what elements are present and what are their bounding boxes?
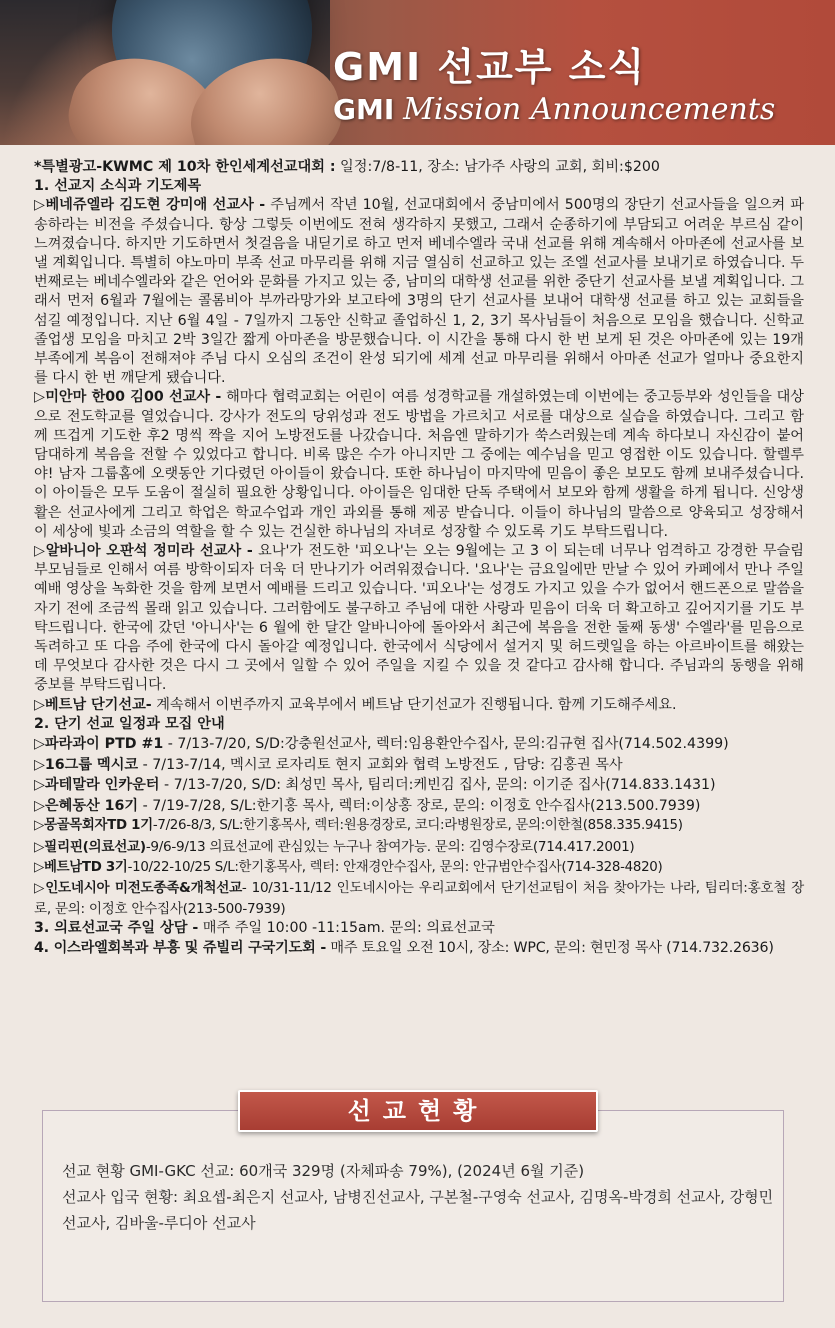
title-english [333, 92, 775, 127]
schedule-item-body: - 7/19-7/28, S/L:한기홍 목사, 렉터:이상홍 장로, 문의: 이정호 안수집사(213.500.7939) [138, 797, 701, 814]
status-line2: 선교사 입국 현황: 최요셉-최은지 선교사, 남병진선교사, 구본철-구영숙 선교사, 김명옥-박경희 선교사, 강형민 선교사, 김바울-루디아 선교사 [62, 1188, 774, 1232]
schedule-item-body: - 10/31-11/12 인도네시아는 우리교회에서 단기선교팀이 처음 찾아가는 나라, 팀리더:홍호철 장로, 문의: 이정호 안수집사(213-500-7939) [34, 880, 804, 917]
schedule-item [34, 837, 804, 858]
section3-medical [34, 919, 804, 938]
report-lead: ▷베트남 단기선교- [34, 696, 152, 713]
report-body: 해마다 협력교회는 어린이 여름 성경학교를 개설하였는데 이번에는 중고등부와 성인들을 대상으로 전도학교를 열었습니다. 강사가 전도의 당위성과 전도 방법을 가르치고 서로를 대상으로 실습을 하였습니다. 그리고 함께 뜨겁게 기도한 후2 명씩 짝을 지어 노방전도를 나갔습니다. 처음엔 말하기가 쑥스러웠는데 계속 하다보니 자신감이 붙어 담대하게 복음을 전할 수 있었다고 합니다. 비록 많은 수가 아니지만 그 중에는 예수님을 믿고 영접한 이도 있습니다. 할렐루야! 남자 그룹홈에 오랫동안 기다렸던 아이들이 왔습니다. 또한 하나님이 마지막에 믿음이 좋은 보모도 함께 보내주셨습니다. 이 아이들은 모두 도움이 절실히 필요한 상황입니다. 아이들은 임대한 단독 주택에서 보모와 함께 생활을 하게 됩니다. 신앙생활은 선교사에게 그리고 학업은 학교수업과 개인 과외를 통해 제공 받습니다. 이들이 하나님의 말씀으로 양육되고 성장해서 이 세상에 빛과 소금의 역할을 할 수 있는 건실한 하나님의 자녀로 성장할 수 있도록 기도 부탁드립니다. [34, 389, 805, 540]
section4-prayer [34, 939, 804, 958]
report-vietnam [34, 696, 804, 715]
schedule-item-lead: ▷인도네시아 미전도종족&개척선교 [34, 880, 242, 897]
section4-lead: 4. 이스라엘회복과 부흥 및 쥬빌리 구국기도회 - [34, 939, 327, 956]
schedule-item [34, 775, 804, 796]
schedule-item-lead: ▷16그룹 멕시코 [34, 756, 139, 773]
section3-lead: 3. 의료선교국 주일 상담 - [34, 920, 199, 937]
schedule-list [34, 734, 804, 919]
schedule-item-body: -10/22-10/25 S/L:한기홍목사, 렉터: 안재경안수집사, 문의: 안규범안수집사(714-328-4820) [127, 859, 663, 875]
report-venezuela [34, 196, 804, 388]
schedule-item-body: - 7/13-7/14, 멕시코 로자리토 현지 교회와 협력 노방전도 , 담당: 김홍권 목사 [138, 756, 623, 773]
schedule-item-lead: ▷베트남TD 3기 [34, 859, 128, 875]
special-ad-body: 일정:7/8-11, 장소: 남가주 사랑의 교회, 회비:$200 [335, 159, 660, 175]
title-korean: GMI 선교부 소식 [333, 45, 647, 89]
status-line1: 선교 현황 GMI-GKC 선교: 60개국 329명 (자체파송 79%), (2024년 6월 기준) [62, 1162, 585, 1180]
report-myanmar [34, 388, 804, 542]
schedule-item-body: -9/6-9/13 의료선교에 관심있는 누구나 참여가능. 문의: 김영수장로(714.417.2001) [145, 839, 635, 856]
special-ad [34, 158, 804, 177]
mission-status-text [62, 1158, 782, 1236]
announcement-body [34, 158, 804, 958]
schedule-item-lead: ▷파라과이 PTD #1 [34, 736, 164, 753]
schedule-item [34, 755, 804, 776]
mission-status-tab: 선교현황 [238, 1090, 598, 1132]
schedule-item [34, 816, 804, 837]
report-albania [34, 542, 804, 696]
report-lead: ▷베네쥬엘라 김도현 강미애 선교사 - [34, 197, 266, 214]
title-english-script: Mission Announcements [403, 92, 776, 127]
schedule-item [34, 734, 804, 755]
report-lead: ▷미안마 한00 김00 선교사 - [34, 389, 222, 406]
schedule-item-body: - 7/13-7/20, S/D:강충원선교사, 렉터:임용환안수집사, 문의:김규현 집사(714.502.4399) [163, 736, 729, 753]
schedule-item-lead: ▷과테말라 인카운터 [34, 777, 160, 794]
section4-body: 매주 토요일 오전 10시, 장소: WPC, 문의: 현민정 목사 (714.732.2636) [326, 939, 774, 956]
report-body: 주님께서 작년 10월, 선교대회에서 중남미에서 500명의 장단기 선교사들을 일으켜 파송하라는 비전을 주셨습니다. 항상 그렇듯 이번에도 전혀 생각하지 못했고, 그래서 순종하기에 부담되고 어려운 부르심 같이 느껴졌습니다. 하지만 기도하면서 첫걸음을 내딛기로 하고 먼저 베네수엘라 국내 선교를 위해 계속해서 아마존에 선교사를 보낼 계획입니다. 특별히 야노마미 부족 선교 마무리를 위해 지금 열심히 선교하고 있는 조엘 선교사를 보내기로 하였습니다. 두번째로는 베네수엘라와 같은 언어와 문화를 가지고 있는 중, 남미의 대학생 선교를 위한 중단기 선교사를 보낼 계획입니다. 그래서 먼저 6월과 7월에는 콜롬비아 부까라망가와 보고타에 3명의 단기 선교사를 보내어 대학생 선교를 하고 있는 교회들을 섬길 예정입니다. 지난 6월 4일 - 7일까지 그동안 신학교 졸업하신 1, 2, 3기 목사님들이 처음으로 모임을 했습니다. 신학교 졸업생 모임을 마치고 2박 3일간 짧게 아마존을 방문했습니다. 이 시간을 통해 다시 한 번 보게 된 것은 아마존에 있는 19개 부족에게 복음이 전해져야 주님 다시 오심의 조건이 완성 되기에 세계 선교 마무리를 위해서 아마존 선교가 얼마나 중요한지를 다시 한 번 깨닫게 됐습니다. [34, 197, 804, 387]
schedule-item [34, 858, 804, 879]
report-body: 계속해서 이번주까지 교육부에서 베트남 단기선교가 진행됩니다. 함께 기도해주세요. [151, 696, 677, 713]
header-banner [0, 0, 835, 145]
title-english-prefix: GMI [333, 93, 395, 126]
schedule-item-body: -7/26-8/3, S/L:한기홍목사, 렉터:원용경장로, 코디:라병원장로, 문의:이한철(858.335.9415) [152, 818, 683, 834]
hands-globe-image [0, 0, 330, 145]
report-lead: ▷알바니아 오판석 정미라 선교사 - [34, 543, 253, 560]
schedule-item-lead: ▷필리핀(의료선교) [34, 839, 146, 856]
schedule-item [34, 878, 804, 919]
schedule-item-body: - 7/13-7/20, S/D: 최성민 목사, 팀리더:케빈김 집사, 문의: 이기준 집사(714.833.1431) [159, 777, 716, 794]
section2-heading: 2. 단기 선교 일정과 모집 안내 [34, 715, 225, 732]
special-ad-lead: *특별광고-KWMC 제 10차 한인세계선교대회 : [34, 159, 336, 175]
schedule-item-lead: ▷몽골목회자TD 1기 [34, 818, 153, 834]
report-body: 요나'가 전도한 '피오나'는 오는 9월에는 고 3 이 되는데 너무나 엄격하고 강경한 무슬림 부모님들로 인해서 여름 방학이되자 더욱 더 만나기가 어려워졌습니다. '요나'는 금요일에만 만날 수 있어 카페에서 만나 주일 예배 영상을 녹화한 것을 함께 보면서 예배를 드리고 있습니다. '피오나'는 성경도 가지고 있을 수가 없어서 핸드폰으로 말씀을 자기 전에 조금씩 몰래 읽고 있습니다. 그러함에도 불구하고 주님에 대한 사랑과 믿음이 더욱 더 확고하고 깊어지기를 기도 부탁드립니다. 한국에 갔던 '아니사'는 6 월에 한 달간 알바니아에 돌아와서 최근에 복음을 전한 둘째 동생' 수엘라'를 믿음으로 독려하고 또 다음 주에 한국에 다시 돌아갈 예정입니다. 한국에서 식당에서 설거지 및 허드렛일을 하는 아르바이트를 해왔는데 무엇보다 감사한 것은 다시 그 곳에서 일할 수 있어 주일을 지킬 수 있을 것 같다고 감사해 합니다. 주님과의 동행을 위해 중보를 부탁드립니다. [34, 543, 805, 694]
schedule-item-lead: ▷은혜동산 16기 [34, 797, 139, 814]
section3-body: 매주 주일 10:00 -11:15am. 문의: 의료선교국 [198, 920, 495, 937]
section1-heading: 1. 선교지 소식과 기도제목 [34, 178, 202, 195]
schedule-item [34, 796, 804, 817]
